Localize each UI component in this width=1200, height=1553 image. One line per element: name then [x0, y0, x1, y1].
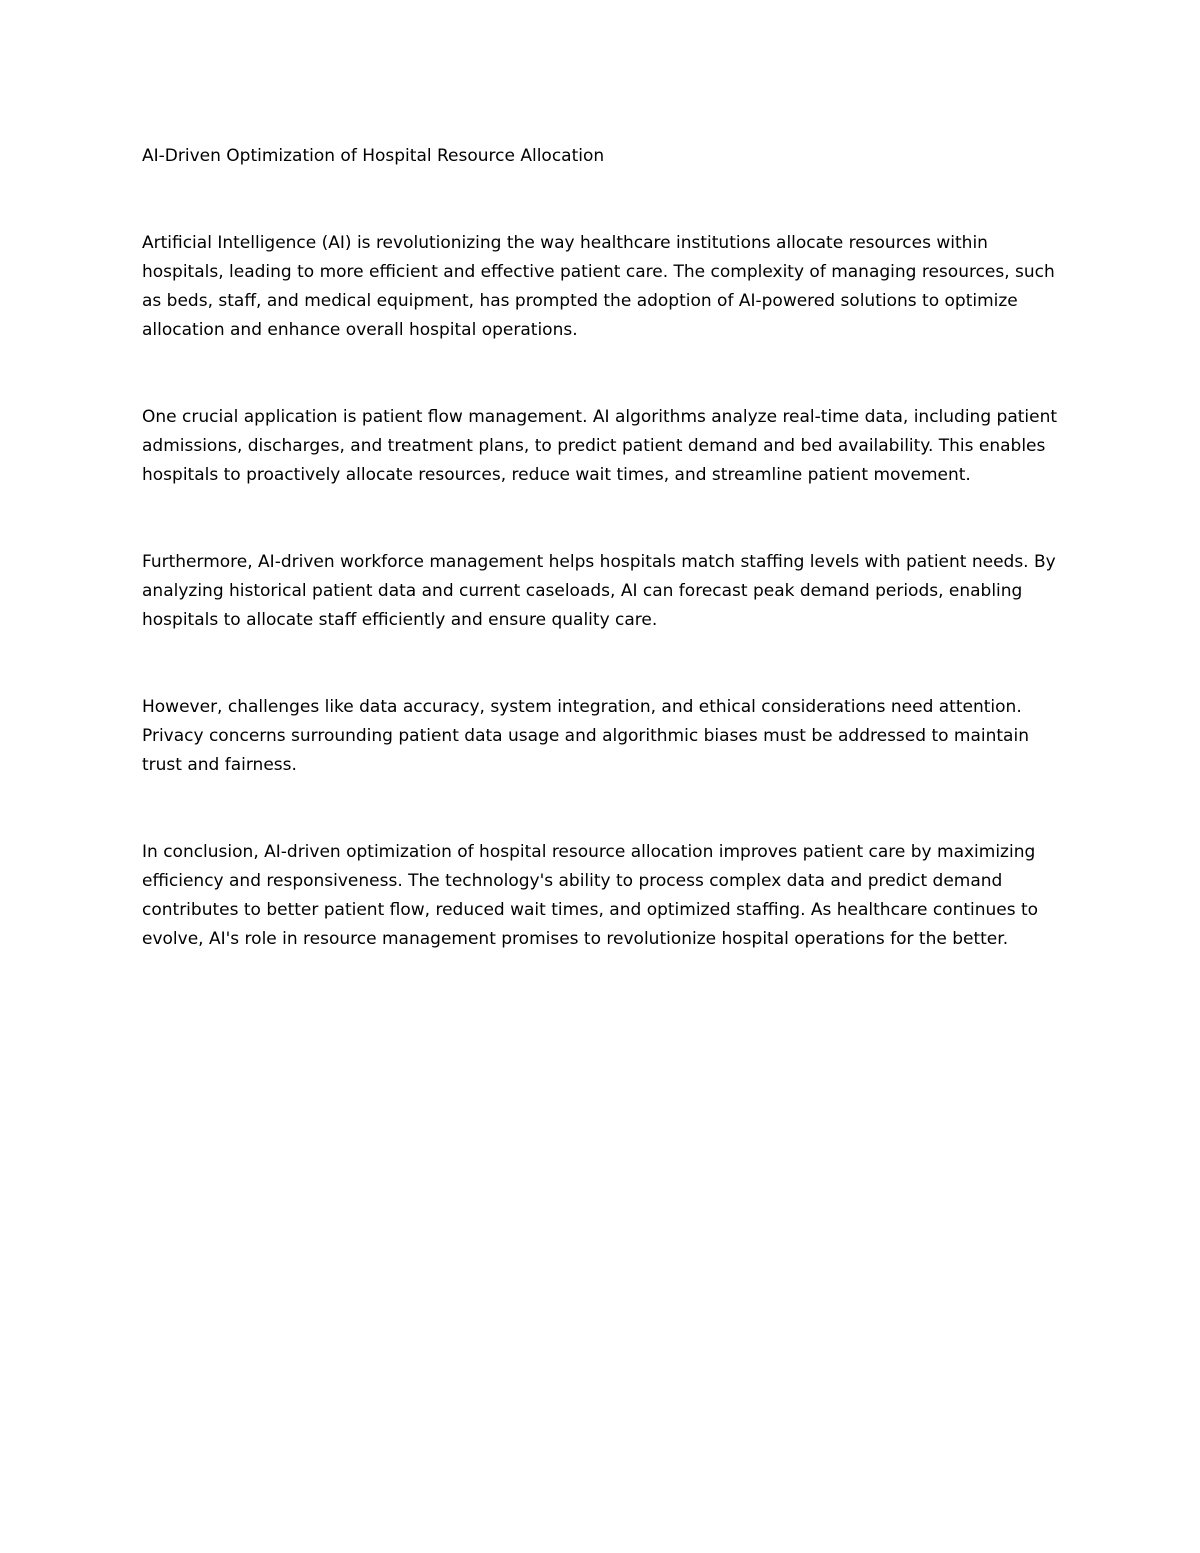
document-title: AI-Driven Optimization of Hospital Resource Allocation — [142, 146, 605, 166]
paragraph-introduction: Artificial Intelligence (AI) is revolutionizing the way healthcare institutions allocate resources within hospitals, leading to more efficient and effective patient care. The complexity of managing resources, such as beds, staff, and medical equipment, has prompted the adoption of AI-powered solutions to optimize allocation and enhance overall hospital operations. — [142, 233, 1055, 340]
title-spacer — [142, 171, 1067, 229]
paragraph-spacer — [142, 490, 1067, 548]
paragraph-spacer — [142, 780, 1067, 838]
paragraph-conclusion: In conclusion, AI-driven optimization of hospital resource allocation improves patient care by maximizing efficiency and responsiveness. The technology's ability to process complex data and predict demand contributes to better patient flow, reduced wait times, and optimized staffing. As healthcare continues to evolve, AI's role in resource management promises to revolutionize hospital operations for the better. — [142, 842, 1039, 949]
paragraph-spacer — [142, 635, 1067, 693]
paragraph-workforce: Furthermore, AI-driven workforce management helps hospitals match staffing levels with patient needs. By analyzing historical patient data and current caseloads, AI can forecast peak demand periods, enabling hospitals to allocate staff efficiently and ensure quality care. — [142, 552, 1056, 630]
paragraph-patient-flow: One crucial application is patient flow management. AI algorithms analyze real-time data, including patient admissions, discharges, and treatment plans, to predict patient demand and bed availability. This enables hospitals to proactively allocate resources, reduce wait times, and streamline patient movement. — [142, 407, 1058, 485]
document-body — [142, 142, 1067, 954]
paragraph-challenges: However, challenges like data accuracy, system integration, and ethical considerations need attention. Privacy concerns surrounding patient data usage and algorithmic biases must be addressed to maintain trust and fairness. — [142, 697, 1029, 775]
paragraph-spacer — [142, 345, 1067, 403]
